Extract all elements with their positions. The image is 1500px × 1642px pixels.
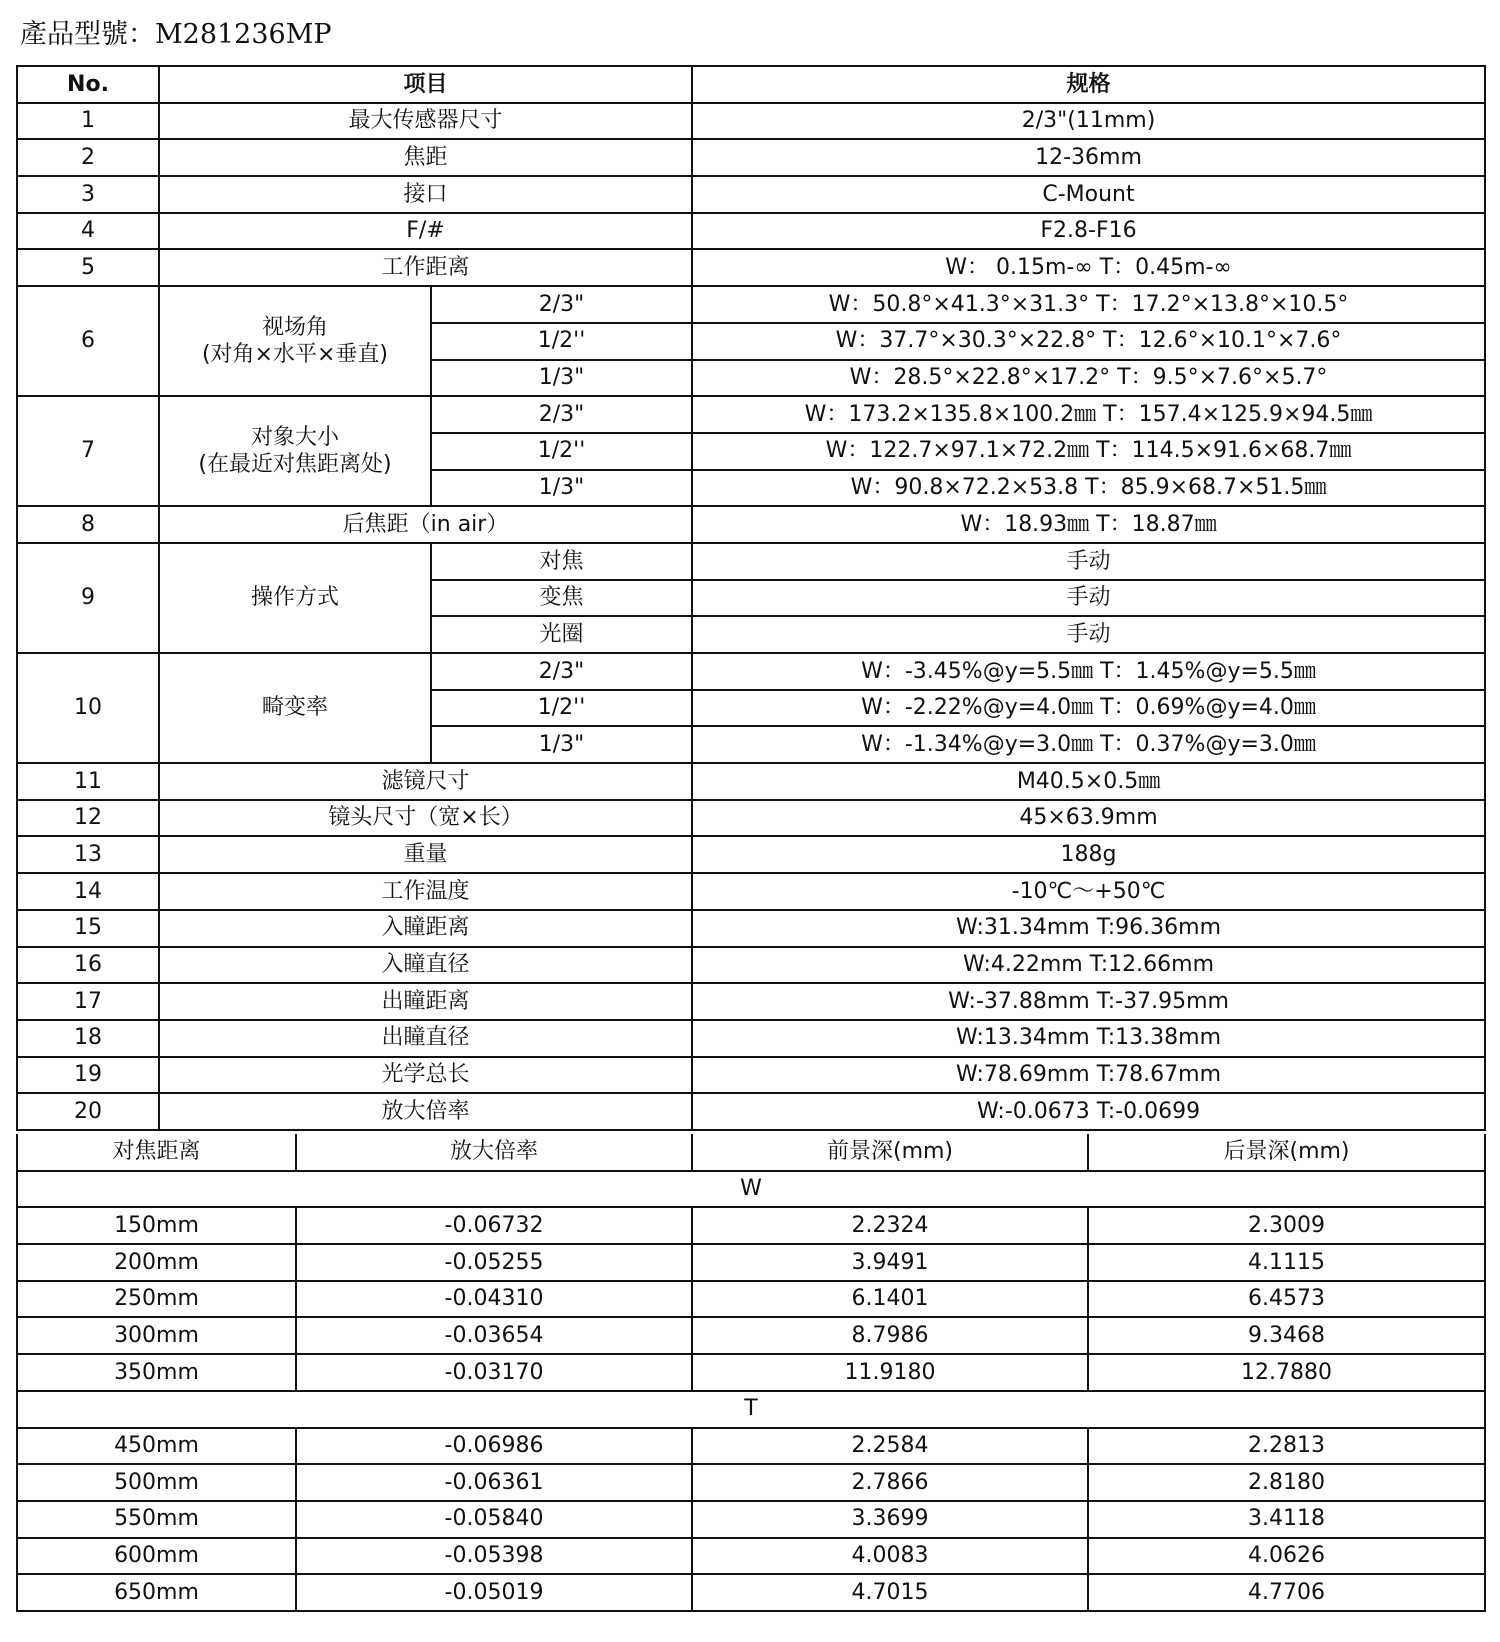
dof-magnification: -0.03654 bbox=[296, 1317, 692, 1354]
dof-rear-depth: 2.3009 bbox=[1088, 1207, 1485, 1244]
dof-rear-depth: 2.8180 bbox=[1088, 1464, 1485, 1501]
dof-front-depth: 2.2584 bbox=[692, 1428, 1088, 1465]
row-number: 17 bbox=[17, 983, 159, 1020]
row-spec: W：50.8°×41.3°×31.3° T：17.2°×13.8°×10.5° bbox=[692, 286, 1485, 323]
row-spec: W:4.22mm T:12.66mm bbox=[692, 947, 1485, 984]
dof-group-row bbox=[17, 1391, 1485, 1428]
row-spec: W:-0.0673 T:-0.0699 bbox=[692, 1093, 1485, 1130]
row-number: 9 bbox=[17, 543, 159, 653]
dof-distance: 550mm bbox=[17, 1501, 296, 1538]
row-number: 10 bbox=[17, 653, 159, 763]
row-item: 入瞳直径 bbox=[159, 947, 692, 984]
dof-magnification: -0.05019 bbox=[296, 1574, 692, 1611]
row-subitem: 1/2'' bbox=[431, 433, 692, 470]
row-spec: 2/3"(11mm) bbox=[692, 103, 1485, 140]
row-item-line1: 视场角 bbox=[261, 314, 328, 340]
row-number: 8 bbox=[17, 506, 159, 543]
spec-table bbox=[16, 65, 1486, 1131]
dof-rear-depth: 12.7880 bbox=[1088, 1354, 1485, 1391]
row-number: 4 bbox=[17, 213, 159, 250]
row-item: 畸变率 bbox=[159, 653, 431, 763]
spec-row bbox=[17, 506, 1485, 543]
row-item: 工作温度 bbox=[159, 873, 692, 910]
dof-header-row bbox=[17, 1134, 1485, 1171]
row-item: 光学总长 bbox=[159, 1057, 692, 1094]
row-item: 最大传感器尺寸 bbox=[159, 103, 692, 140]
row-item: F/# bbox=[159, 213, 692, 250]
spec-row bbox=[17, 139, 1485, 176]
dof-row bbox=[17, 1207, 1485, 1244]
dof-distance: 300mm bbox=[17, 1317, 296, 1354]
dof-row bbox=[17, 1464, 1485, 1501]
dof-row bbox=[17, 1538, 1485, 1575]
row-item-line1: 对象大小 bbox=[250, 424, 339, 450]
dof-row bbox=[17, 1317, 1485, 1354]
spec-row bbox=[17, 910, 1485, 947]
row-spec: 手动 bbox=[692, 616, 1485, 653]
row-item: 出瞳距离 bbox=[159, 983, 692, 1020]
row-number: 5 bbox=[17, 249, 159, 286]
dof-magnification: -0.05398 bbox=[296, 1538, 692, 1575]
dof-rear-depth: 6.4573 bbox=[1088, 1281, 1485, 1318]
spec-row bbox=[17, 800, 1485, 837]
row-item-line2: (对角×水平×垂直) bbox=[201, 342, 389, 368]
dof-rear-depth: 3.4118 bbox=[1088, 1501, 1485, 1538]
dof-group-label: T bbox=[17, 1391, 1485, 1428]
dof-magnification: -0.06732 bbox=[296, 1207, 692, 1244]
spec-row bbox=[17, 1057, 1485, 1094]
depth-of-field-table bbox=[16, 1134, 1486, 1612]
dof-distance: 500mm bbox=[17, 1464, 296, 1501]
row-item: 焦距 bbox=[159, 139, 692, 176]
row-number: 13 bbox=[17, 836, 159, 873]
row-subitem: 2/3" bbox=[431, 653, 692, 690]
dof-header-front-depth: 前景深(mm) bbox=[692, 1134, 1088, 1171]
dof-rear-depth: 4.1115 bbox=[1088, 1244, 1485, 1281]
spec-row bbox=[17, 249, 1485, 286]
spec-row bbox=[17, 983, 1485, 1020]
header-no: No. bbox=[17, 66, 159, 103]
row-subitem: 1/3" bbox=[431, 726, 692, 763]
row-spec: W：122.7×97.1×72.2㎜ T：114.5×91.6×68.7㎜ bbox=[692, 433, 1485, 470]
row-spec: W：37.7°×30.3°×22.8° T：12.6°×10.1°×7.6° bbox=[692, 323, 1485, 360]
row-subitem: 2/3" bbox=[431, 286, 692, 323]
row-item: 接口 bbox=[159, 176, 692, 213]
row-number: 19 bbox=[17, 1057, 159, 1094]
row-spec: W:78.69mm T:78.67mm bbox=[692, 1057, 1485, 1094]
row-spec: W：-3.45%@y=5.5㎜ T：1.45%@y=5.5㎜ bbox=[692, 653, 1485, 690]
row-spec: W:31.34mm T:96.36mm bbox=[692, 910, 1485, 947]
dof-magnification: -0.05255 bbox=[296, 1244, 692, 1281]
row-number: 1 bbox=[17, 103, 159, 140]
row-item: 滤镜尺寸 bbox=[159, 763, 692, 800]
dof-row bbox=[17, 1281, 1485, 1318]
row-spec: -10℃～+50℃ bbox=[692, 873, 1485, 910]
spec-table-body bbox=[17, 66, 1485, 1130]
row-spec: W：28.5°×22.8°×17.2° T：9.5°×7.6°×5.7° bbox=[692, 360, 1485, 397]
dof-front-depth: 2.7866 bbox=[692, 1464, 1088, 1501]
row-number: 12 bbox=[17, 800, 159, 837]
row-number: 18 bbox=[17, 1020, 159, 1057]
dof-rear-depth: 4.0626 bbox=[1088, 1538, 1485, 1575]
row-spec: W：18.93㎜ T：18.87㎜ bbox=[692, 506, 1485, 543]
dof-magnification: -0.04310 bbox=[296, 1281, 692, 1318]
dof-magnification: -0.05840 bbox=[296, 1501, 692, 1538]
row-item bbox=[159, 396, 431, 506]
spec-row bbox=[17, 213, 1485, 250]
row-subitem: 1/3" bbox=[431, 360, 692, 397]
spec-row bbox=[17, 396, 1485, 433]
page-title: 產品型號：M281236MP bbox=[20, 19, 332, 50]
dof-front-depth: 2.2324 bbox=[692, 1207, 1088, 1244]
row-subitem: 1/3" bbox=[431, 470, 692, 507]
row-number: 2 bbox=[17, 139, 159, 176]
row-spec: 45×63.9mm bbox=[692, 800, 1485, 837]
spec-row bbox=[17, 763, 1485, 800]
row-item: 入瞳距离 bbox=[159, 910, 692, 947]
dof-distance: 250mm bbox=[17, 1281, 296, 1318]
row-spec: W:13.34mm T:13.38mm bbox=[692, 1020, 1485, 1057]
row-spec: 188g bbox=[692, 836, 1485, 873]
row-spec: W：173.2×135.8×100.2㎜ T：157.4×125.9×94.5㎜ bbox=[692, 396, 1485, 433]
row-item: 放大倍率 bbox=[159, 1093, 692, 1130]
row-subitem: 变焦 bbox=[431, 580, 692, 617]
dof-row bbox=[17, 1428, 1485, 1465]
dof-header-rear-depth: 后景深(mm) bbox=[1088, 1134, 1485, 1171]
spec-row bbox=[17, 873, 1485, 910]
row-subitem: 2/3" bbox=[431, 396, 692, 433]
row-item: 工作距离 bbox=[159, 249, 692, 286]
dof-row bbox=[17, 1501, 1485, 1538]
row-spec: W：-2.22%@y=4.0㎜ T：0.69%@y=4.0㎜ bbox=[692, 690, 1485, 727]
dof-distance: 600mm bbox=[17, 1538, 296, 1575]
row-spec: W：-1.34%@y=3.0㎜ T：0.37%@y=3.0㎜ bbox=[692, 726, 1485, 763]
dof-distance: 450mm bbox=[17, 1428, 296, 1465]
row-number: 16 bbox=[17, 947, 159, 984]
row-spec: W： 0.15m-∞ T：0.45m-∞ bbox=[692, 249, 1485, 286]
dof-group-label: W bbox=[17, 1171, 1485, 1208]
row-item: 镜头尺寸（宽×长） bbox=[159, 800, 692, 837]
row-number: 7 bbox=[17, 396, 159, 506]
row-number: 14 bbox=[17, 873, 159, 910]
spec-row bbox=[17, 286, 1485, 323]
row-spec: F2.8-F16 bbox=[692, 213, 1485, 250]
dof-row bbox=[17, 1354, 1485, 1391]
dof-distance: 350mm bbox=[17, 1354, 296, 1391]
row-item-line2: (在最近对焦距离处) bbox=[198, 452, 392, 478]
row-number: 3 bbox=[17, 176, 159, 213]
dof-distance: 650mm bbox=[17, 1574, 296, 1611]
header-item: 项目 bbox=[159, 66, 692, 103]
dof-distance: 200mm bbox=[17, 1244, 296, 1281]
spec-row bbox=[17, 947, 1485, 984]
row-item: 重量 bbox=[159, 836, 692, 873]
row-item: 后焦距（in air） bbox=[159, 506, 692, 543]
dof-row bbox=[17, 1574, 1485, 1611]
spec-row bbox=[17, 103, 1485, 140]
row-spec: C-Mount bbox=[692, 176, 1485, 213]
row-spec: 手动 bbox=[692, 580, 1485, 617]
dof-table-body bbox=[17, 1134, 1485, 1611]
header-spec: 规格 bbox=[692, 66, 1485, 103]
dof-distance: 150mm bbox=[17, 1207, 296, 1244]
row-spec: 12-36mm bbox=[692, 139, 1485, 176]
dof-front-depth: 4.0083 bbox=[692, 1538, 1088, 1575]
row-number: 15 bbox=[17, 910, 159, 947]
dof-header-magnification: 放大倍率 bbox=[296, 1134, 692, 1171]
dof-magnification: -0.06361 bbox=[296, 1464, 692, 1501]
dof-front-depth: 6.1401 bbox=[692, 1281, 1088, 1318]
row-number: 6 bbox=[17, 286, 159, 396]
row-subitem: 1/2'' bbox=[431, 323, 692, 360]
dof-rear-depth: 2.2813 bbox=[1088, 1428, 1485, 1465]
row-number: 20 bbox=[17, 1093, 159, 1130]
dof-front-depth: 11.9180 bbox=[692, 1354, 1088, 1391]
row-item: 操作方式 bbox=[159, 543, 431, 653]
row-spec: M40.5×0.5㎜ bbox=[692, 763, 1485, 800]
row-spec: 手动 bbox=[692, 543, 1485, 580]
spec-row bbox=[17, 836, 1485, 873]
row-subitem: 光圈 bbox=[431, 616, 692, 653]
row-item bbox=[159, 286, 431, 396]
row-spec: W:-37.88mm T:-37.95mm bbox=[692, 983, 1485, 1020]
dof-front-depth: 8.7986 bbox=[692, 1317, 1088, 1354]
spec-row bbox=[17, 1020, 1485, 1057]
dof-magnification: -0.06986 bbox=[296, 1428, 692, 1465]
dof-magnification: -0.03170 bbox=[296, 1354, 692, 1391]
spec-row bbox=[17, 653, 1485, 690]
dof-header-distance: 对焦距离 bbox=[17, 1134, 296, 1171]
spec-row bbox=[17, 1093, 1485, 1130]
dof-group-row bbox=[17, 1171, 1485, 1208]
row-spec: W：90.8×72.2×53.8 T：85.9×68.7×51.5㎜ bbox=[692, 470, 1485, 507]
row-number: 11 bbox=[17, 763, 159, 800]
spec-row bbox=[17, 543, 1485, 580]
row-subitem: 1/2'' bbox=[431, 690, 692, 727]
spec-row bbox=[17, 176, 1485, 213]
dof-rear-depth: 9.3468 bbox=[1088, 1317, 1485, 1354]
row-subitem: 对焦 bbox=[431, 543, 692, 580]
spec-header-row bbox=[17, 66, 1485, 103]
dof-row bbox=[17, 1244, 1485, 1281]
dof-front-depth: 4.7015 bbox=[692, 1574, 1088, 1611]
dof-rear-depth: 4.7706 bbox=[1088, 1574, 1485, 1611]
dof-front-depth: 3.3699 bbox=[692, 1501, 1088, 1538]
dof-front-depth: 3.9491 bbox=[692, 1244, 1088, 1281]
row-item: 出瞳直径 bbox=[159, 1020, 692, 1057]
